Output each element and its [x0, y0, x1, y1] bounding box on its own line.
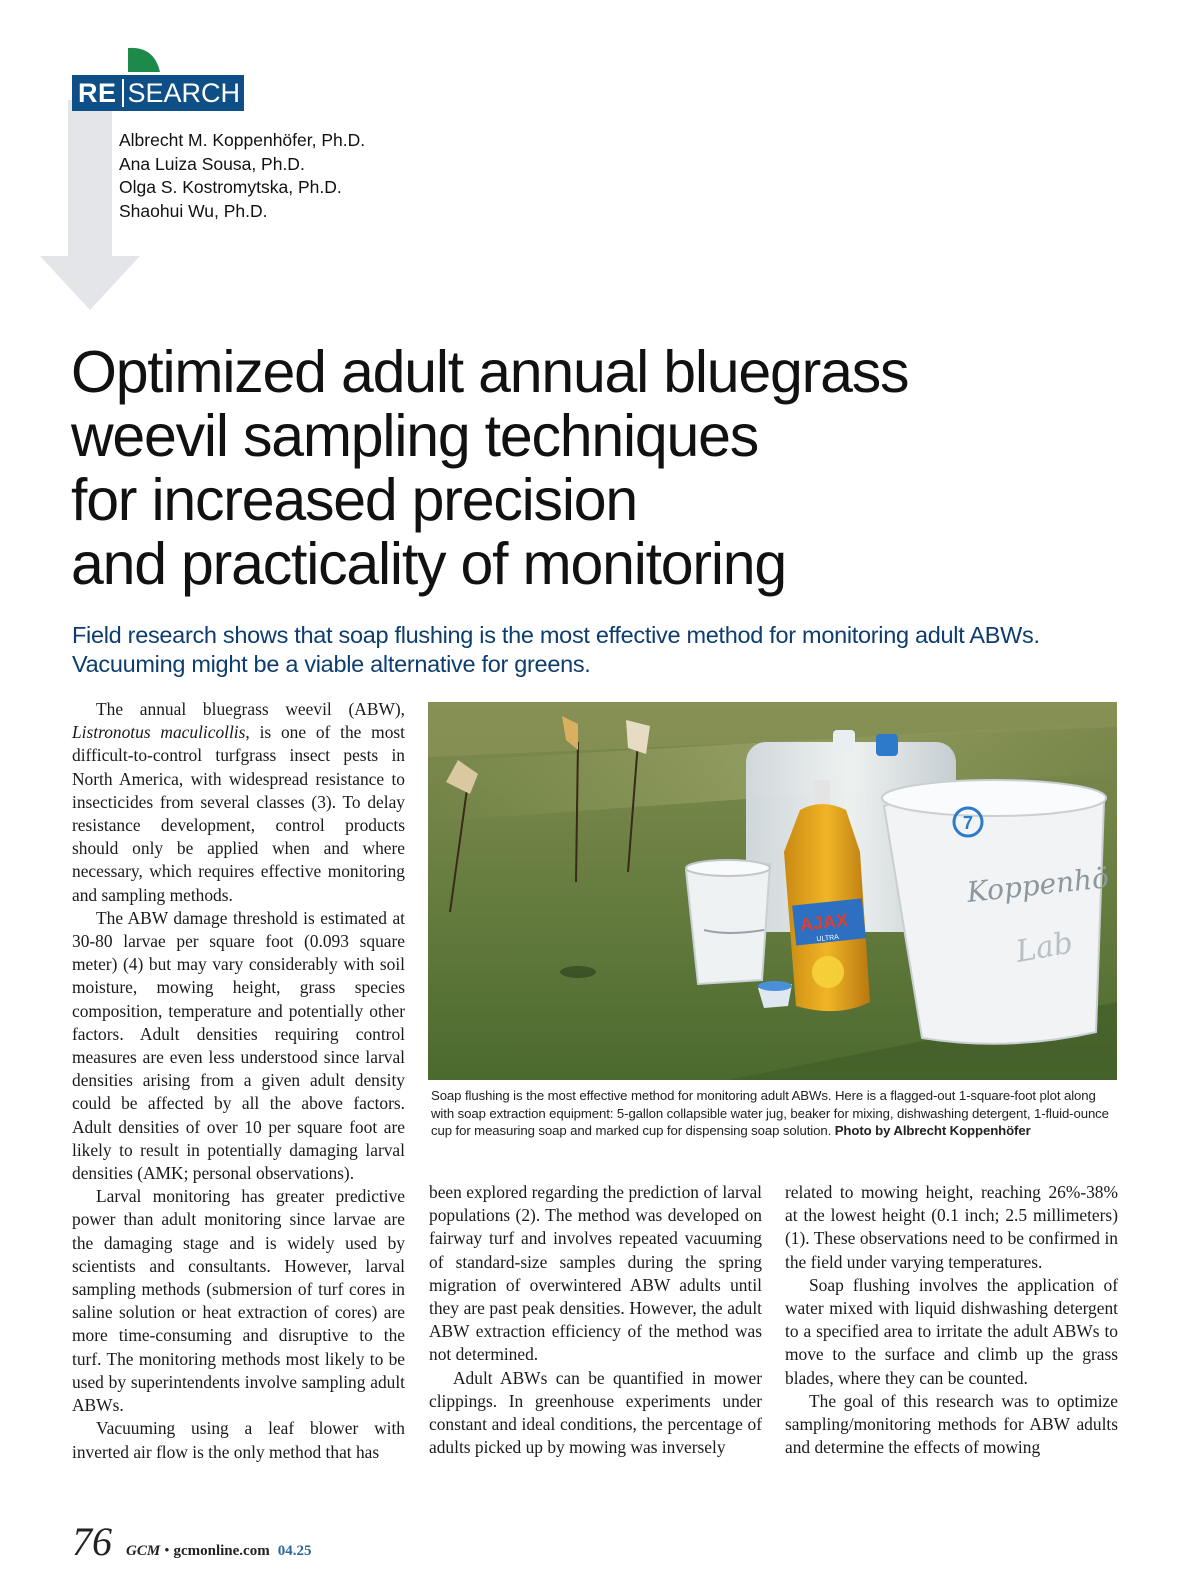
magazine-name: GCM — [126, 1543, 161, 1559]
paragraph: related to mowing height, reaching 26%-38% at the lowest height (0.1 inch; 2.5 millimeters) (1). These observations need to be confirmed in the field under varying temperatures. — [785, 1182, 1118, 1272]
paragraph-text: , is one of the most difficult-to-control turfgrass insect pests in North America, with widespread resistance to insecticides from several classes (3). To delay resistance development, control products should only be applied when and where necessary, which requires effective monitoring and sampling methods. — [72, 722, 405, 905]
author: Shaohui Wu, Ph.D. — [119, 200, 268, 221]
body-column-2 — [429, 1181, 762, 1459]
paragraph: Vacuuming using a leaf blower with inverted air flow is the only method that has — [72, 1418, 405, 1462]
badge-divider — [122, 79, 124, 107]
author: Ana Luiza Sousa, Ph.D. — [119, 153, 305, 174]
badge-re-text: RE — [78, 77, 117, 108]
caption-text: Soap flushing is the most effective method for monitoring adult ABWs. Here is a flagged-out 1-square-foot plot along with soap extraction equipment: 5-gallon collapsible water jug, beaker for mixing, dishwashing detergent, 1-fluid-ounce cup for measuring soap and marked cup for dispensing soap solution. — [431, 1088, 1109, 1138]
body-column-1 — [72, 698, 405, 1464]
paragraph: The goal of this research was to optimize sampling/monitoring methods for ABW adults and determine the effects of mowing — [785, 1390, 1118, 1458]
paragraph: Adult ABWs can be quantified in mower clippings. In greenhouse experiments under constant and ideal conditions, the percentage of adults picked up by mowing was inversely — [429, 1367, 762, 1458]
leaf-logo-icon — [128, 46, 162, 72]
author: Olga S. Kostromytska, Ph.D. — [119, 177, 342, 197]
paragraph-text: The annual bluegrass weevil (ABW), — [96, 699, 405, 719]
beaker-writing: Koppenhö — [965, 861, 1111, 909]
photo-credit: Photo by Albrecht Koppenhöfer — [834, 1123, 1031, 1138]
author: Albrecht M. Koppenhöfer, Ph.D. — [119, 130, 366, 150]
article-deck: Field research shows that soap flushing is the most effective method for monitoring adult ABWs. Vacuuming might be a viable alternative for greens. — [72, 622, 1040, 677]
species-name: Listronotus maculicollis — [72, 722, 246, 743]
article-title — [71, 340, 1171, 596]
magazine-website: gcmonline.com — [173, 1543, 270, 1559]
author-list — [119, 129, 365, 223]
page-footer — [72, 1518, 311, 1565]
body-column-3 — [785, 1181, 1118, 1459]
paragraph: The ABW damage threshold is estimated at 30-80 larvae per square foot (0.093 square meter) (4) but may vary considerably with soil moisture, mowing height, grass species composition, temperature and potentially other factors. Adult densities requiring control measures are even less understood since larval densities arising from a given adult density could be affected by all the above factors. Adult densities of over 10 per square foot are likely to result in potentially damaging larval densities (AMK; personal observations). — [72, 907, 405, 1184]
page-number: 76 — [72, 1519, 112, 1564]
article-photo — [428, 702, 1117, 1080]
beaker-writing-2: Lab — [1013, 925, 1076, 970]
title-line: Optimized adult annual bluegrass — [71, 339, 909, 405]
research-section-badge — [72, 75, 244, 111]
footer-separator: • — [164, 1543, 170, 1559]
title-line: and practicality of monitoring — [71, 531, 786, 597]
paragraph: Soap flushing involves the application of water mixed with liquid dishwashing detergent to a specified area to irritate the adult ABWs to move to the surface and climb up the grass blades, where they can be counted. — [785, 1274, 1118, 1388]
title-line: weevil sampling techniques — [71, 403, 759, 469]
beaker-number: 7 — [962, 813, 974, 833]
detergent-label: AJAX — [799, 909, 849, 935]
photo-caption — [431, 1087, 1119, 1140]
paragraph: been explored regarding the prediction of larval populations (2). The method was developed on fairway turf and involves repeated vacuuming of standard-size samples during the spring migration of overwintered ABW adults until they are past peak densities. However, the adult ABW extraction efficiency of the method was not determined. — [429, 1182, 762, 1365]
title-line: for increased precision — [71, 467, 637, 533]
paragraph: Larval monitoring has greater predictive power than adult monitoring since larvae are the damaging stage and is widely used by scientists and consultants. However, larval sampling methods (submersion of turf cores in saline solution or heat extraction of cores) are more time-consuming and disruptive to the turf. The monitoring methods most likely to be used by superintendents involve sampling adult ABWs. — [72, 1186, 405, 1416]
detergent-sub-label: ULTRA — [816, 933, 840, 944]
issue-date: 04.25 — [277, 1543, 312, 1559]
paragraph — [72, 698, 405, 907]
badge-search-text: SEARCH — [127, 77, 241, 108]
